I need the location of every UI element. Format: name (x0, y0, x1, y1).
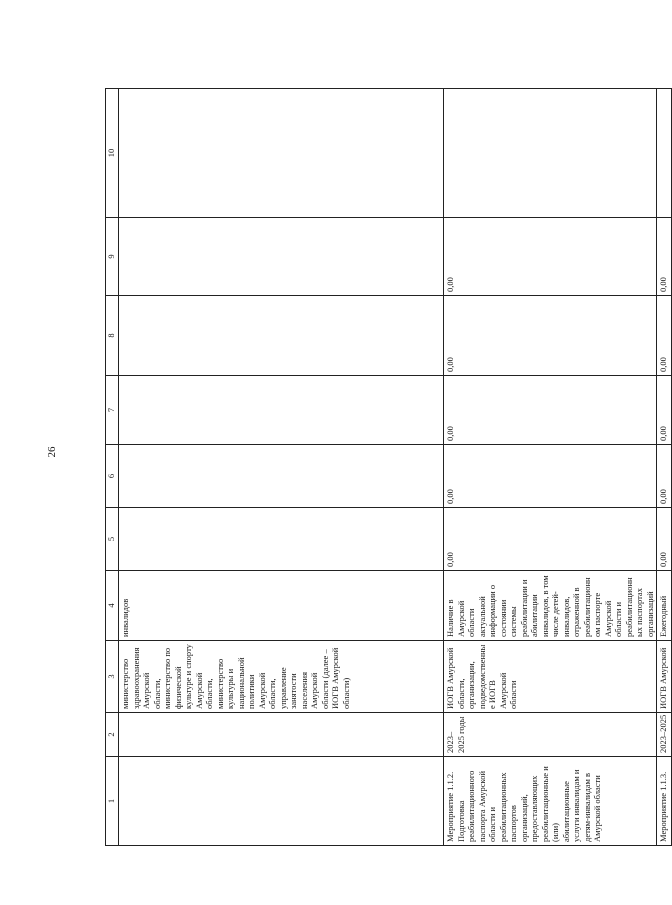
table-cell (119, 89, 444, 218)
table-cell: Мероприятие 1.1.3. (657, 757, 672, 846)
table-cell: Мероприятие 1.1.2. Подготовка реабилитационного паспорта Амурской области и реабилитационных паспортов организаций, предоставляющих реабилитационные и (или) абилитационные услуги инвалидам и детям-инвалидам в Амурской области (444, 757, 657, 846)
page-number: 26 (46, 446, 58, 458)
column-header: 1 (106, 757, 119, 846)
table-cell: 2023–2025 годы (444, 713, 657, 757)
table-cell (119, 296, 444, 376)
column-header: 8 (106, 296, 119, 376)
column-number-row (106, 89, 119, 846)
table-cell: 2023–2025 (657, 713, 672, 757)
table-cell: 0,00 (657, 218, 672, 296)
table-cell: инвалидов (119, 571, 444, 641)
table-cell (119, 218, 444, 296)
table-cell: 0,00 (657, 508, 672, 571)
table-cell: 0,00 (444, 445, 657, 508)
table-cell: 0,00 (657, 445, 672, 508)
column-header: 7 (106, 376, 119, 445)
table-cell: 0,00 (657, 376, 672, 445)
column-header: 4 (106, 571, 119, 641)
table-cell (119, 508, 444, 571)
column-header: 2 (106, 713, 119, 757)
column-header: 6 (106, 445, 119, 508)
table-cell (444, 89, 657, 218)
column-header: 10 (106, 89, 119, 218)
table-cell (119, 376, 444, 445)
rotated-page-content (105, 89, 668, 846)
table-cell: 0,00 (444, 508, 657, 571)
table-cell: 0,00 (444, 376, 657, 445)
measures-table (105, 88, 672, 846)
table-cell: 0,00 (657, 296, 672, 376)
table-cell: ИОГВ Амурской области, организации, подведомственные ИОГВ Амурской области (444, 641, 657, 713)
table-row (119, 89, 444, 846)
column-header: 3 (106, 641, 119, 713)
table-cell: 0,00 (444, 296, 657, 376)
table-cell: Ежегодный (657, 571, 672, 641)
table-cell: Наличие в Амурской области актуальной информации о состоянии системы реабилитации и абилитации инвалидов, в том числе детей-инвалидов, отраженной в реабилитационном паспорте Амурской области и реабилитационных паспортах организаций (444, 571, 657, 641)
table-cell: ИОГВ Амурской (657, 641, 672, 713)
table-cell: 0,00 (444, 218, 657, 296)
column-header: 5 (106, 508, 119, 571)
table-row (444, 89, 657, 846)
table-cell (119, 445, 444, 508)
table-cell (119, 757, 444, 846)
table-row (657, 89, 672, 846)
table-cell (657, 89, 672, 218)
column-header: 9 (106, 218, 119, 296)
table-cell: министерство здравоохранения Амурской области, министерство по физической культуре и спорту Амурской области, министерство культуры и национальной политики Амурской области, управление занятости населения Амурской области (далее – ИОГВ Амурской области) (119, 641, 444, 713)
table-cell (119, 713, 444, 757)
